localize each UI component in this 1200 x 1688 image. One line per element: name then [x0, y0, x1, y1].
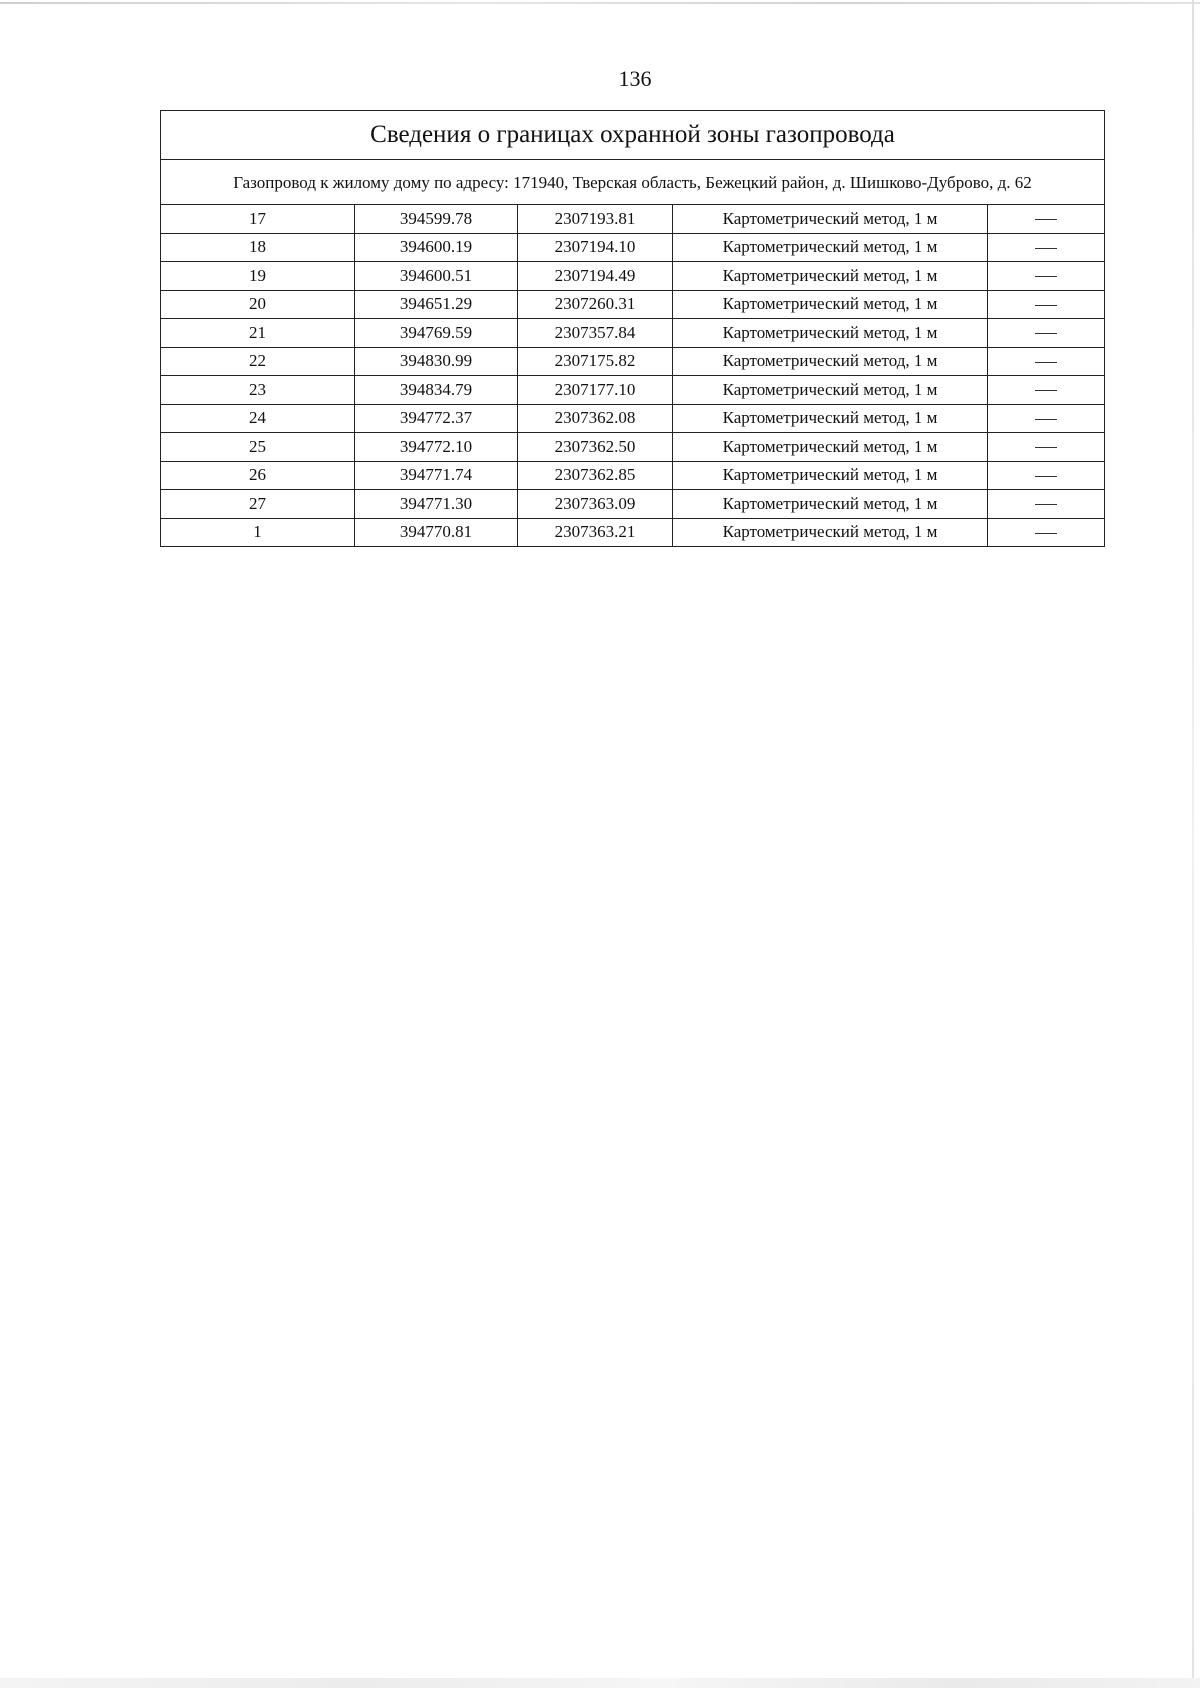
dash-mark — [1035, 504, 1057, 505]
cell-coordinate-x: 394771.30 — [355, 490, 518, 519]
table-row — [161, 490, 1105, 519]
cell-description — [988, 262, 1105, 291]
cell-point-number: 27 — [161, 490, 355, 519]
dash-mark — [1035, 533, 1057, 534]
cell-coordinate-x: 394769.59 — [355, 319, 518, 348]
table-row — [161, 319, 1105, 348]
dash-mark — [1035, 305, 1057, 306]
cell-description — [988, 290, 1105, 319]
table-row — [161, 404, 1105, 433]
cell-point-number: 1 — [161, 518, 355, 547]
cell-point-number: 18 — [161, 233, 355, 262]
dash-mark — [1035, 419, 1057, 420]
cell-method: Картометрический метод, 1 м — [673, 233, 988, 262]
cell-description — [988, 404, 1105, 433]
cell-coordinate-x: 394600.19 — [355, 233, 518, 262]
cell-method: Картометрический метод, 1 м — [673, 461, 988, 490]
cell-coordinate-x: 394770.81 — [355, 518, 518, 547]
cell-coordinate-y: 2307362.50 — [518, 433, 673, 462]
cell-coordinate-x: 394834.79 — [355, 376, 518, 405]
cell-coordinate-y: 2307194.49 — [518, 262, 673, 291]
cell-method: Картометрический метод, 1 м — [673, 404, 988, 433]
cell-point-number: 22 — [161, 347, 355, 376]
cell-description — [988, 461, 1105, 490]
cell-point-number: 26 — [161, 461, 355, 490]
cell-method: Картометрический метод, 1 м — [673, 376, 988, 405]
cell-coordinate-x: 394600.51 — [355, 262, 518, 291]
cell-method: Картометрический метод, 1 м — [673, 433, 988, 462]
cell-point-number: 25 — [161, 433, 355, 462]
table-row — [161, 433, 1105, 462]
table-title: Сведения о границах охранной зоны газопровода — [161, 111, 1105, 160]
cell-point-number: 23 — [161, 376, 355, 405]
dash-mark — [1035, 248, 1057, 249]
cell-coordinate-y: 2307194.10 — [518, 233, 673, 262]
cell-coordinate-x: 394771.74 — [355, 461, 518, 490]
page-number: 136 — [618, 66, 652, 91]
table-row — [161, 233, 1105, 262]
cell-coordinate-y: 2307177.10 — [518, 376, 673, 405]
dash-mark — [1035, 390, 1057, 391]
cell-method: Картометрический метод, 1 м — [673, 347, 988, 376]
table-row — [161, 205, 1105, 234]
cell-coordinate-x: 394599.78 — [355, 205, 518, 234]
dash-mark — [1035, 276, 1057, 277]
cell-method: Картометрический метод, 1 м — [673, 262, 988, 291]
cell-point-number: 24 — [161, 404, 355, 433]
dash-mark — [1035, 476, 1057, 477]
cell-description — [988, 319, 1105, 348]
cell-coordinate-x: 394772.10 — [355, 433, 518, 462]
table-row — [161, 518, 1105, 547]
cell-point-number: 20 — [161, 290, 355, 319]
cell-description — [988, 518, 1105, 547]
cell-description — [988, 205, 1105, 234]
cell-method: Картометрический метод, 1 м — [673, 205, 988, 234]
table-row — [161, 262, 1105, 291]
dash-mark — [1035, 362, 1057, 363]
cell-coordinate-y: 2307363.21 — [518, 518, 673, 547]
cell-coordinate-y: 2307193.81 — [518, 205, 673, 234]
dash-mark — [1035, 333, 1057, 334]
cell-coordinate-y: 2307175.82 — [518, 347, 673, 376]
scan-top-edge — [0, 2, 1200, 4]
scan-bottom-edge — [0, 1678, 1200, 1688]
cell-coordinate-y: 2307363.09 — [518, 490, 673, 519]
cell-coordinate-y: 2307357.84 — [518, 319, 673, 348]
table-subtitle: Газопровод к жилому дому по адресу: 171940, Тверская область, Бежецкий район, д. Шишково-Дуброво, д. 62 — [161, 160, 1105, 205]
cell-description — [988, 433, 1105, 462]
table-row — [161, 290, 1105, 319]
scan-right-edge — [1192, 0, 1194, 1688]
cell-method: Картометрический метод, 1 м — [673, 290, 988, 319]
cell-description — [988, 490, 1105, 519]
cell-description — [988, 347, 1105, 376]
dash-mark — [1035, 447, 1057, 448]
cell-coordinate-x: 394772.37 — [355, 404, 518, 433]
cell-coordinate-y: 2307260.31 — [518, 290, 673, 319]
cell-point-number: 21 — [161, 319, 355, 348]
cell-method: Картометрический метод, 1 м — [673, 490, 988, 519]
dash-mark — [1035, 219, 1057, 220]
cell-point-number: 19 — [161, 262, 355, 291]
protection-zone-table — [160, 110, 1105, 547]
table-row — [161, 347, 1105, 376]
table-row — [161, 461, 1105, 490]
cell-method: Картометрический метод, 1 м — [673, 319, 988, 348]
cell-point-number: 17 — [161, 205, 355, 234]
cell-coordinate-x: 394830.99 — [355, 347, 518, 376]
cell-coordinate-y: 2307362.85 — [518, 461, 673, 490]
cell-description — [988, 233, 1105, 262]
table-row — [161, 376, 1105, 405]
cell-coordinate-x: 394651.29 — [355, 290, 518, 319]
cell-method: Картометрический метод, 1 м — [673, 518, 988, 547]
cell-description — [988, 376, 1105, 405]
cell-coordinate-y: 2307362.08 — [518, 404, 673, 433]
